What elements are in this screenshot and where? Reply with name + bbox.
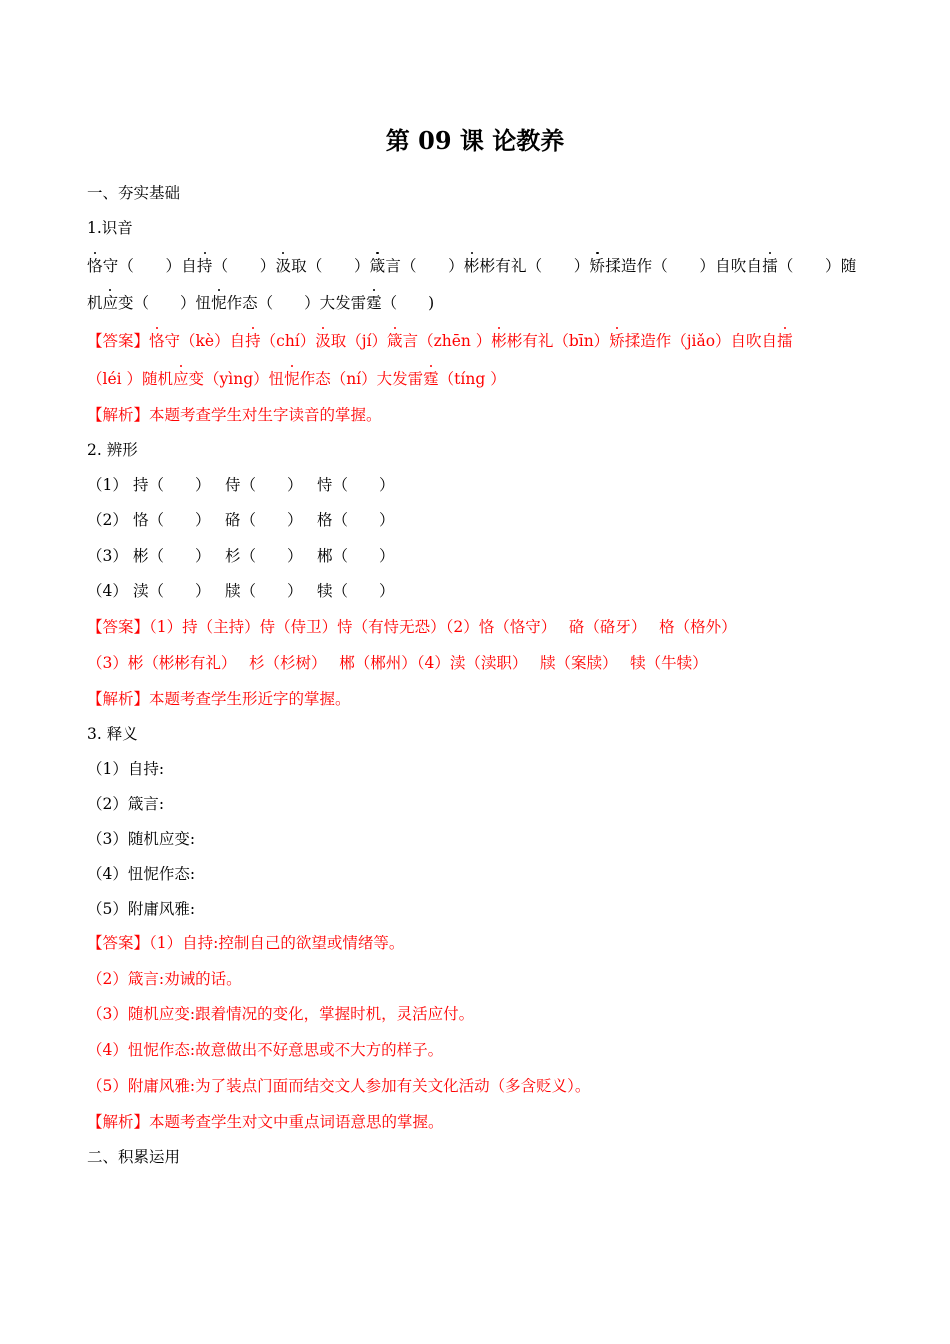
question-3-item: （1）自持: xyxy=(87,760,165,778)
question-1-heading: 1.识音 xyxy=(87,219,133,237)
row-cell: 渎（ ） xyxy=(133,582,211,600)
answer-item: 忸怩作态（ní） xyxy=(268,370,377,388)
row-cell: 格（ ） xyxy=(317,511,395,529)
answer-item: （léi ）随机应变（yìng） xyxy=(87,370,269,388)
row-cell: 彬（ ） xyxy=(133,547,211,565)
emphasis-dot-char: 持 xyxy=(245,332,261,350)
word-item: 彬彬有礼（ ） xyxy=(463,257,590,275)
answer-item: 恪守（kè） xyxy=(149,332,230,350)
emphasis-dot-char: 霆 xyxy=(423,370,439,388)
answer-item: 彬彬有礼（bīn） xyxy=(491,332,610,350)
row-cell: 恪（ ） xyxy=(133,511,211,529)
row-cell: 杉（ ） xyxy=(225,547,303,565)
answer-item: 大发雷霆（tíng ） xyxy=(376,370,506,388)
analysis-text: 本题考查学生对生字读音的掌握。 xyxy=(149,406,382,424)
question-3-answer-5: （5）附庸风雅:为了装点门面而结交文人参加有关文化活动（多含贬义）。 xyxy=(87,1077,591,1095)
question-1-line-1 xyxy=(87,255,856,277)
emphasis-dot-char: 霆 xyxy=(366,294,382,312)
question-2-row xyxy=(87,545,409,567)
question-3-answer-2: （2）箴言:劝诫的话。 xyxy=(87,970,242,988)
emphasis-dot-char: 持 xyxy=(196,257,213,275)
row-cell: 犊（ ） xyxy=(317,582,395,600)
analysis-text: 本题考查学生形近字的掌握。 xyxy=(149,690,351,708)
emphasis-dot-char: 彬 xyxy=(491,332,507,350)
analysis-tag: 【解析】 xyxy=(87,406,150,424)
emphasis-dot-char: 汲 xyxy=(275,257,292,275)
row-number: （3） xyxy=(87,547,128,565)
row-cell: 郴（ ） xyxy=(317,547,395,565)
emphasis-dot-char: 怩 xyxy=(284,370,300,388)
question-3-item: （4）忸怩作态: xyxy=(87,865,196,883)
question-1-answer-line-2 xyxy=(87,368,506,390)
answer-tag: 【答案】 xyxy=(87,332,150,350)
emphasis-dot-char: 恪 xyxy=(87,257,103,275)
answer-tag: 【答案】 xyxy=(87,618,150,636)
question-3-item: （5）附庸风雅: xyxy=(87,900,196,918)
section-heading-1: 一、夯实基础 xyxy=(87,184,181,202)
question-2-answer-line-1 xyxy=(87,616,737,638)
row-cell: 恃（ ） xyxy=(317,476,395,494)
answer-item: 自持（chí） xyxy=(229,332,316,350)
analysis-tag: 【解析】 xyxy=(87,690,150,708)
answer-tag: 【答案】 xyxy=(87,934,150,952)
question-3-answer-3: （3）随机应变:跟着情况的变化，掌握时机，灵活应付。 xyxy=(87,1005,475,1023)
row-cell: 牍（ ） xyxy=(225,582,303,600)
word-item: 大发雷霆（ ) xyxy=(319,294,435,312)
question-2-row xyxy=(87,474,409,496)
answer-item: 矫揉造作（jiǎo） xyxy=(609,332,731,350)
emphasis-dot-char: 应 xyxy=(173,370,189,388)
row-cell: 侍（ ） xyxy=(225,476,303,494)
row-number: （4） xyxy=(87,582,128,600)
row-cell: 持（ ） xyxy=(133,476,211,494)
question-3-heading: 3. 释义 xyxy=(87,725,138,743)
row-number: （2） xyxy=(87,511,128,529)
analysis-tag: 【解析】 xyxy=(87,1113,150,1131)
answer-item: 箴言（zhēn ） xyxy=(387,332,492,350)
question-1-analysis xyxy=(87,404,382,426)
question-3-answer-1 xyxy=(87,932,404,954)
emphasis-dot-char: 箴 xyxy=(387,332,403,350)
word-item: 自持（ ） xyxy=(181,257,276,275)
emphasis-dot-char: 擂 xyxy=(762,257,778,275)
row-cell: 硌（ ） xyxy=(225,511,303,529)
emphasis-dot-char: 怩 xyxy=(211,294,227,312)
emphasis-dot-char: 箴 xyxy=(369,257,386,275)
question-3-item: （2）箴言: xyxy=(87,795,165,813)
answer-text: （1）持（主持）侍（侍卫）恃（有恃无恐）（2）恪（恪守） 硌（硌牙） 格（格外） xyxy=(149,618,737,636)
question-2-row xyxy=(87,580,409,602)
question-2-answer-line-2: （3）彬（彬彬有礼） 杉（杉树） 郴（郴州）（4）渎（渎职） 牍（案牍） 犊（牛犊） xyxy=(87,654,708,672)
page-title: 第 09 课 论教养 xyxy=(385,126,565,155)
word-item: 忸怩作态（ ） xyxy=(195,294,320,312)
answer-text: （1）自持:控制自己的欲望或情绪等。 xyxy=(149,934,405,952)
emphasis-dot-char: 恪 xyxy=(149,332,165,350)
question-2-row xyxy=(87,509,409,531)
word-item: 自吹自擂（ ）随 xyxy=(715,257,857,275)
question-3-item: （3）随机应变: xyxy=(87,830,196,848)
word-item: 矫揉造作（ ） xyxy=(589,257,716,275)
analysis-text: 本题考查学生对文中重点词语意思的掌握。 xyxy=(149,1113,444,1131)
emphasis-dot-char: 汲 xyxy=(315,332,331,350)
section-heading-2: 二、积累运用 xyxy=(87,1148,181,1166)
word-item: 汲取（ ） xyxy=(275,257,370,275)
emphasis-dot-char: 擂 xyxy=(777,332,793,350)
row-number: （1） xyxy=(87,476,128,494)
question-2-analysis xyxy=(87,688,351,710)
emphasis-dot-char: 矫 xyxy=(609,332,625,350)
question-3-answer-4: （4）忸怩作态:故意做出不好意思或不大方的样子。 xyxy=(87,1041,444,1059)
emphasis-dot-char: 矫 xyxy=(589,257,606,275)
question-2-heading: 2. 辨形 xyxy=(87,441,138,459)
question-1-line-2 xyxy=(87,292,434,314)
emphasis-dot-char: 应 xyxy=(102,294,119,312)
answer-item: 汲取（jí） xyxy=(315,332,388,350)
word-item: 机应变（ ） xyxy=(87,294,196,312)
question-1-answer-line-1 xyxy=(87,330,793,352)
emphasis-dot-char: 彬 xyxy=(463,257,480,275)
question-3-analysis xyxy=(87,1111,444,1133)
answer-item: 自吹自擂 xyxy=(730,332,793,350)
word-item: 箴言（ ） xyxy=(369,257,464,275)
word-item: 恪守（ ） xyxy=(87,257,182,275)
